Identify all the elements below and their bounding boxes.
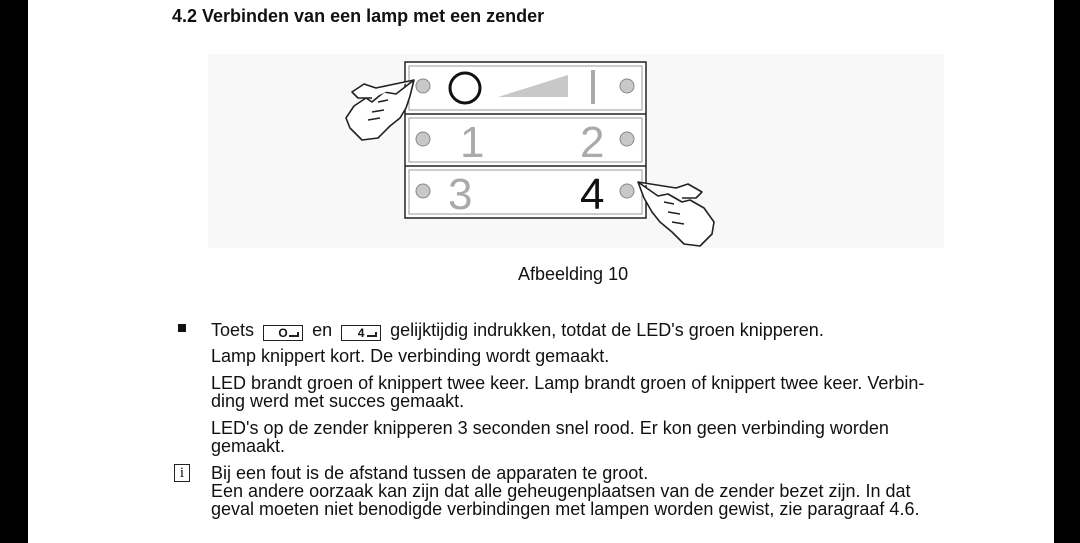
screen-edge [1054, 0, 1080, 543]
step-text: gelijktijdig indrukken, totdat de LED's groen knipperen. [390, 320, 824, 340]
led-indicator [620, 184, 634, 198]
key-4-label: 4 [580, 170, 605, 219]
led-indicator [416, 184, 430, 198]
key-off-symbol: O [263, 325, 303, 341]
step-text: Toets [211, 320, 255, 340]
left-hand-icon [346, 80, 414, 140]
result-1: Lamp knippert kort. De verbinding wordt gemaakt. [211, 346, 610, 366]
result-2-line-1: LED brandt groen of knippert twee keer. Lamp brandt groen of knippert twee keer. Verbin- [211, 373, 925, 393]
led-indicator [620, 79, 634, 93]
key-1-label: 1 [460, 118, 485, 167]
info-line-2: Een andere oorzaak kan zijn dat alle geheugenplaatsen van de zender bezet zijn. In dat [211, 481, 911, 501]
on-symbol-icon [591, 70, 595, 104]
result-2-line-2: ding werd met succes gemaakt. [211, 391, 465, 411]
right-hand-icon [638, 182, 714, 246]
figure-caption: Afbeelding 10 [518, 264, 629, 284]
led-indicator [416, 132, 430, 146]
info-line-3: geval moeten niet benodigde verbindingen met lampen worden gewist, zie paragraaf 4.6. [211, 499, 920, 519]
info-icon: i [174, 464, 190, 482]
step-text: en [312, 320, 333, 340]
key-3-label: 3 [448, 170, 473, 219]
info-line-1: Bij een fout is de afstand tussen de apparaten te groot. [211, 463, 649, 483]
instruction-step-1 [211, 321, 824, 341]
key-2-label: 2 [580, 118, 605, 167]
keypad-frame [405, 62, 646, 218]
led-indicator [416, 79, 430, 93]
bullet-marker [178, 324, 186, 332]
result-3-line-2: gemaakt. [211, 436, 286, 456]
document-page [28, 0, 1054, 543]
key-4-symbol: 4 [341, 325, 381, 341]
section-heading: 4.2 Verbinden van een lamp met een zender [172, 6, 545, 26]
transmitter-figure [28, 0, 1054, 300]
led-indicator [620, 132, 634, 146]
result-3-line-1: LED's op de zender knipperen 3 seconden snel rood. Er kon geen verbinding worden [211, 418, 889, 438]
